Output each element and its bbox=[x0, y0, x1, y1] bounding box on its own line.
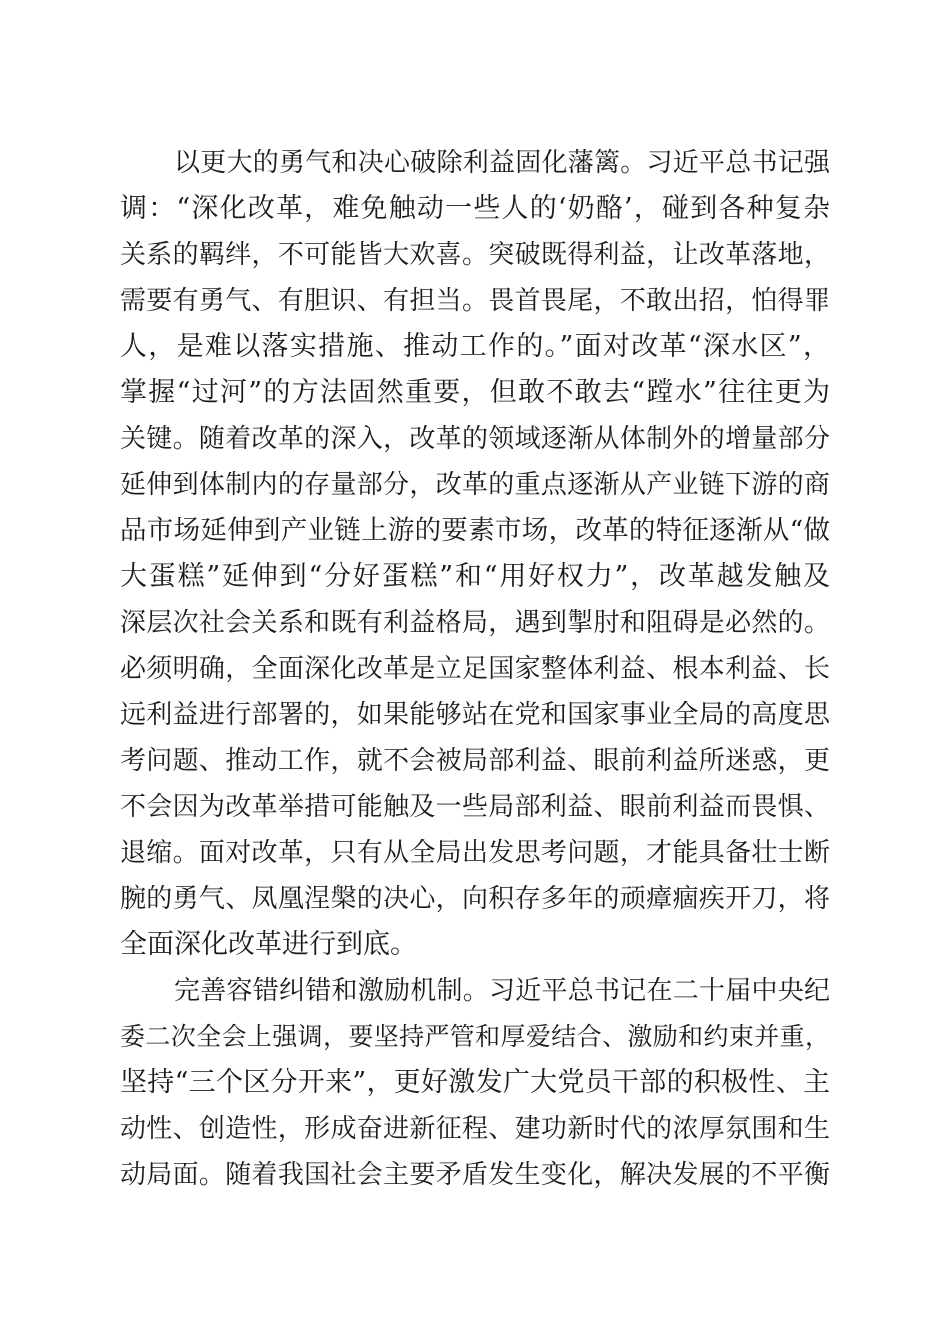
paragraph-1-line-10: 大蛋糕”延伸到“分好蛋糕”和“用好权力”，改革越发触及 bbox=[120, 561, 830, 592]
paragraph-1-line-1: 以更大的勇气和决心破除利益固化藩篱。习近平总书记强 bbox=[174, 148, 830, 178]
paragraph-1-line-15: 不会因为改革举措可能触及一些局部利益、眼前利益而畏惧、 bbox=[120, 792, 830, 822]
paragraph-2-line-1: 完善容错纠错和激励机制。习近平总书记在二十届中央纪 bbox=[174, 976, 830, 1006]
paragraph-1-line-18: 全面深化改革进行到底。 bbox=[120, 929, 417, 960]
paragraph-1-line-4: 需要有勇气、有胆识、有担当。畏首畏尾，不敢出招，怕得罪 bbox=[120, 286, 830, 316]
paragraph-1-line-6: 掌握“过河”的方法固然重要，但敢不敢去“蹚水”往往更为 bbox=[120, 377, 830, 408]
paragraph-1-line-7: 关键。随着改革的深入，改革的领域逐渐从体制外的增量部分 bbox=[120, 424, 830, 454]
paragraph-2-line-4: 动性、创造性，形成奋进新征程、建功新时代的浓厚氛围和生 bbox=[120, 1114, 830, 1144]
paragraph-1-line-5: 人，是难以落实措施、推动工作的。”面对改革“深水区”， bbox=[120, 331, 830, 362]
paragraph-2-line-5: 动局面。随着我国社会主要矛盾发生变化，解决发展的不平衡 bbox=[120, 1160, 830, 1190]
paragraph-2-line-3: 坚持“三个区分开来”，更好激发广大党员干部的积极性、主 bbox=[120, 1067, 830, 1098]
paragraph-1-line-2: 调：“深化改革，难免触动一些人的‘奶酪’，碰到各种复杂 bbox=[120, 193, 830, 224]
paragraph-2-line-2: 委二次全会上强调，要坚持严管和厚爱结合、激励和约束并重， bbox=[120, 1022, 830, 1051]
paragraph-1-line-3: 关系的羁绊，不可能皆大欢喜。突破既得利益，让改革落地， bbox=[120, 240, 830, 270]
paragraph-1-line-13: 远利益进行部署的，如果能够站在党和国家事业全局的高度思 bbox=[120, 700, 830, 730]
paragraph-1-line-16: 退缩。面对改革，只有从全局出发思考问题，才能具备壮士断 bbox=[120, 838, 830, 868]
paragraph-1-line-17: 腕的勇气、凤凰涅槃的决心，向积存多年的顽瘴痼疾开刀，将 bbox=[120, 884, 830, 914]
paragraph-1-line-8: 延伸到体制内的存量部分，改革的重点逐渐从产业链下游的商 bbox=[120, 470, 830, 500]
paragraph-1-line-9: 品市场延伸到产业链上游的要素市场，改革的特征逐渐从“做 bbox=[120, 515, 830, 546]
paragraph-1-line-11: 深层次社会关系和既有利益格局，遇到掣肘和阻碍是必然的。 bbox=[120, 608, 830, 638]
paragraph-1-line-14: 考问题、推动工作，就不会被局部利益、眼前利益所迷惑，更 bbox=[120, 746, 830, 776]
paragraph-1-line-12: 必须明确，全面深化改革是立足国家整体利益、根本利益、长 bbox=[120, 654, 830, 684]
